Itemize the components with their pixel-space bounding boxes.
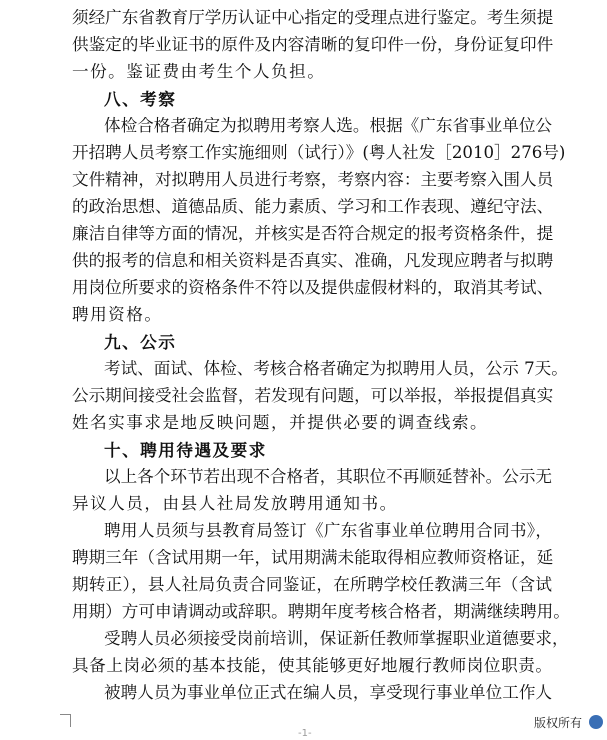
text-line: 聘用资格。 xyxy=(72,305,163,324)
page-number-mark: -1- xyxy=(298,728,312,739)
text-line: 开招聘人员考察工作实施细则（试行）》(粤人社发［2010］276号) xyxy=(72,143,566,162)
watermark-logo-icon xyxy=(589,715,603,729)
text-line: 的政治思想、道德品质、能力素质、学习和工作表现、遵纪守法、 xyxy=(72,197,554,216)
text-line: 被聘人员为事业单位正式在编人员，享受现行事业单位工作人 xyxy=(104,683,553,702)
text-line: 体检合格者确定为拟聘用考察人选。根据《广东省事业单位公 xyxy=(104,116,553,135)
text-line: 廉洁自律等方面的情况，并核实是否符合规定的报考资格条件，提 xyxy=(72,224,554,243)
text-line: 一份。鉴证费由考生个人负担。 xyxy=(72,62,326,81)
section-heading-8: 八、考察 xyxy=(104,89,177,109)
text-line: 供鉴定的毕业证书的原件及内容清晰的复印件一份，身份证复印件 xyxy=(72,35,554,54)
text-line: 异议人员，由县人社局发放聘用通知书。 xyxy=(72,494,398,513)
text-line: 考试、面试、体检、考核合格者确定为拟聘用人员，公示 7天。 xyxy=(104,359,568,378)
text-line: 聘用人员须与县教育局签订《广东省事业单位聘用合同书》， xyxy=(104,521,552,540)
text-line: 须经广东省教育厅学历认证中心指定的受理点进行鉴定。考生须提 xyxy=(72,8,554,27)
text-line: 用岗位所要求的资格条件不符以及提供虚假材料的，取消其考试、 xyxy=(72,278,554,297)
text-line: 用期）方可申请调动或辞职。聘期年度考核合格者，期满继续聘用。 xyxy=(72,602,570,621)
text-line: 聘期三年（含试用期一年，试用期满未能取得相应教师资格证，延 xyxy=(72,548,554,567)
text-line: 受聘人员必须接受岗前培训，保证新任教师掌握职业道德要求， xyxy=(104,629,569,648)
text-line: 供的报考的信息和相关资料是否真实、准确，凡发现应聘者与拟聘 xyxy=(72,251,554,270)
text-line: 公示期间接受社会监督，若发现有问题，可以举报，举报提倡真实 xyxy=(72,386,554,405)
section-heading-9: 九、公示 xyxy=(104,332,177,352)
copyright-watermark: 版权所有 xyxy=(531,714,585,731)
text-line: 姓名实事求是地反映问题，并提供必要的调查线索。 xyxy=(72,413,489,432)
text-line: 期转正），县人社局负责合同鉴证，在所聘学校任教满三年（含试 xyxy=(72,575,552,594)
text-line: 文件精神，对拟聘用人员进行考察，考察内容：主要考察入围人员 xyxy=(72,170,554,189)
section-heading-10: 十、聘用待遇及要求 xyxy=(104,440,267,460)
text-line: 具备上岗必须的基本技能，使其能够更好地履行教师岗位职责。 xyxy=(72,656,552,675)
text-line: 以上各个环节若出现不合格者，其职位不再顺延替补。公示无 xyxy=(104,467,553,486)
page-corner-marker xyxy=(60,714,71,727)
